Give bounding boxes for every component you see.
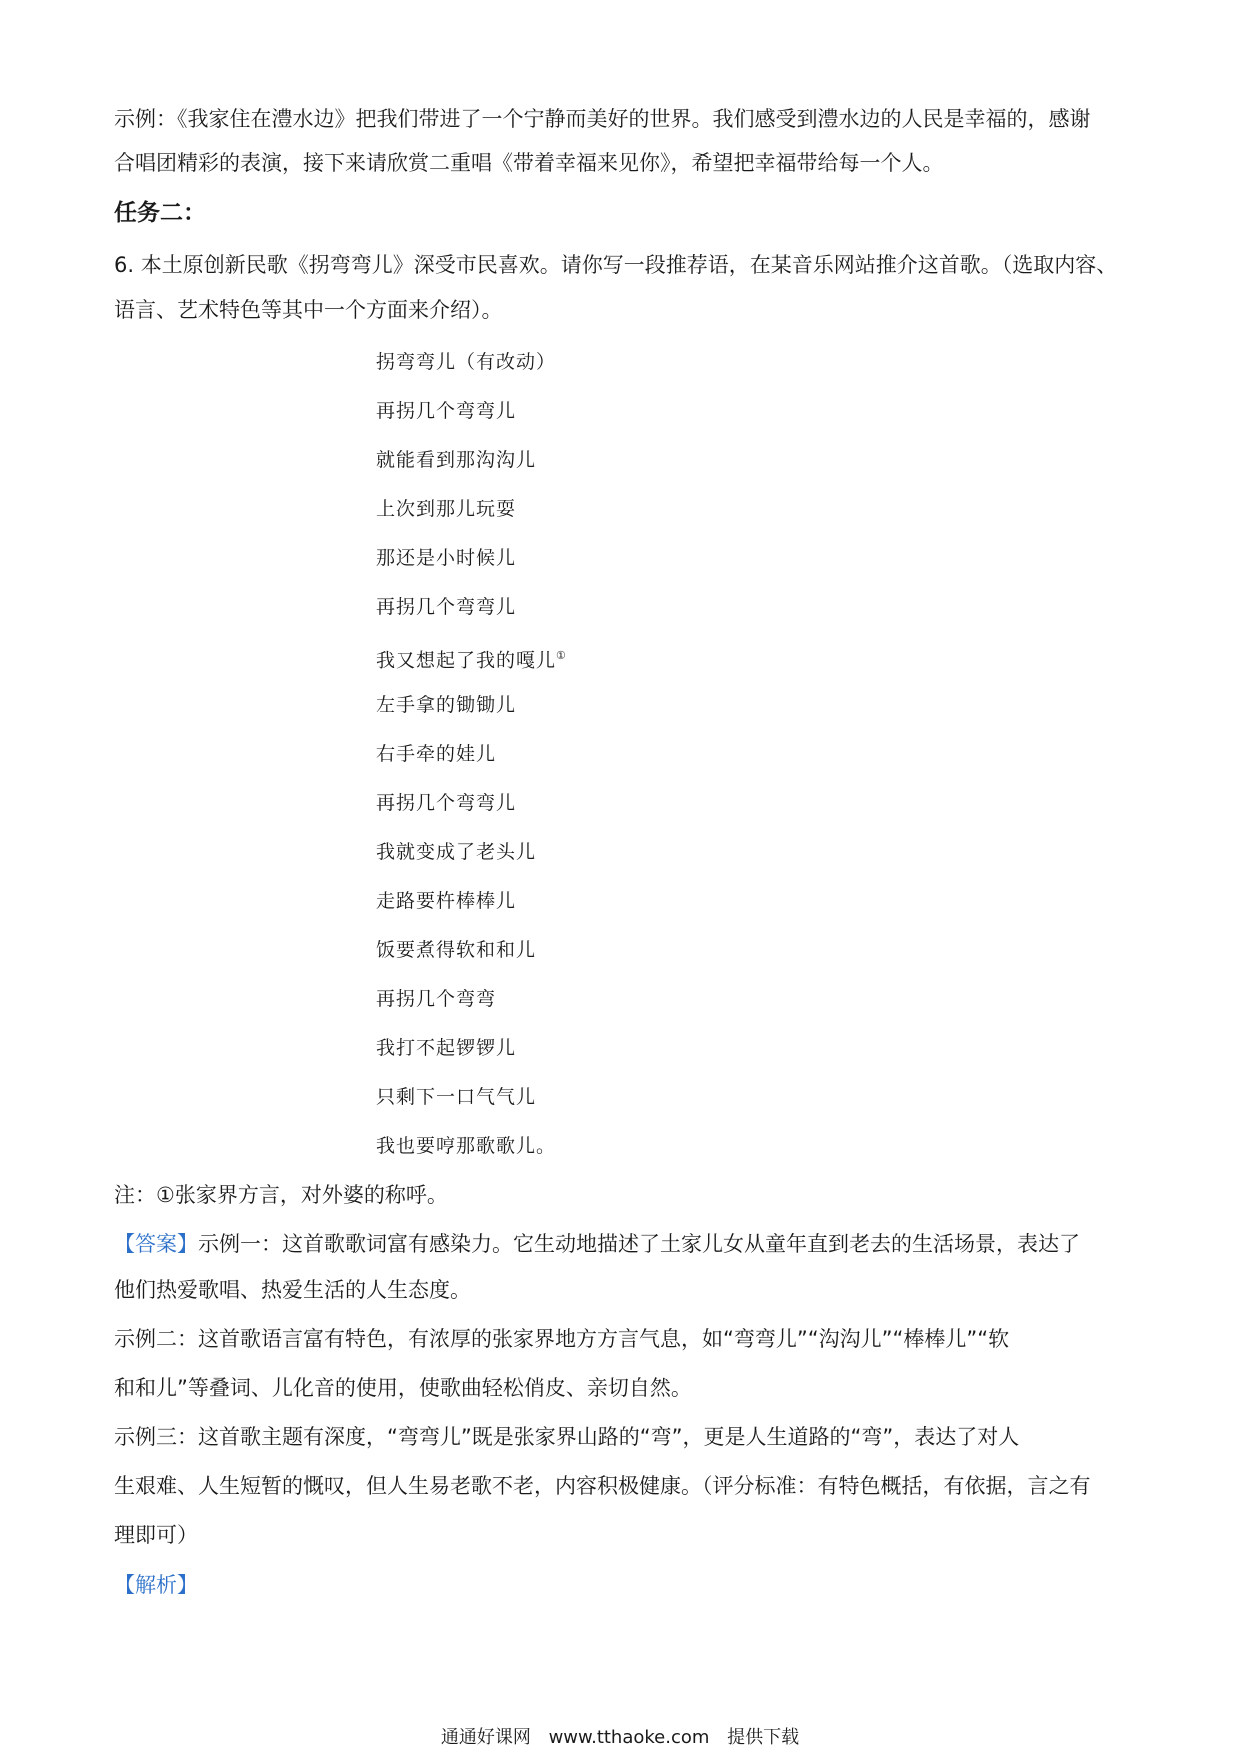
poem-line: 我打不起锣锣儿 [376, 1037, 517, 1059]
poem-line: 再拐几个弯弯儿 [376, 400, 517, 422]
task-heading: 任务二： [114, 200, 206, 226]
answer-line-4: 和和儿”等叠词、儿化音的使用，使歌曲轻松俏皮、亲切自然。 [114, 1376, 692, 1400]
poem-line: 饭要煮得软和和儿 [376, 939, 537, 961]
page-footer [0, 1726, 1240, 1750]
poem-line: 右手牵的娃儿 [376, 743, 497, 765]
answer-line-6: 生艰难、人生短暂的慨叹，但人生易老歌不老，内容积极健康。（评分标准：有特色概括，有依据，言之有 [114, 1474, 1091, 1498]
intro-line-1: 示例：《我家住在澧水边》把我们带进了一个宁静而美好的世界。我们感受到澧水边的人民是幸福的，感谢 [114, 107, 1091, 131]
answer-tag: 【答案】 [114, 1232, 198, 1256]
poem-line: 那还是小时候儿 [376, 547, 517, 569]
footer-url[interactable]: www.tthaoke.com [548, 1727, 710, 1748]
footnote-mark: ① [556, 649, 567, 662]
poem-note: 注：①张家界方言，对外婆的称呼。 [114, 1183, 448, 1207]
analysis-line [114, 1570, 1134, 1600]
answer-line-1 [114, 1229, 1134, 1259]
poem-line: 走路要杵棒棒儿 [376, 890, 517, 912]
answer-line-5: 示例三：这首歌主题有深度，“弯弯儿”既是张家界山路的“弯”，更是人生道路的“弯”，表达了对人 [114, 1425, 1020, 1449]
poem-line: 上次到那儿玩耍 [376, 498, 517, 520]
analysis-tag: 【解析】 [114, 1573, 198, 1597]
answer-line-2: 他们热爱歌唱、热爱生活的人生态度。 [114, 1278, 471, 1302]
intro-line-2: 合唱团精彩的表演，接下来请欣赏二重唱《带着幸福来见你》，希望把幸福带给每一个人。 [114, 151, 944, 175]
poem-line: 只剩下一口气气儿 [376, 1086, 537, 1108]
poem-line: 我就变成了老头儿 [376, 841, 537, 863]
poem-line-footnoted [376, 642, 567, 674]
poem-line: 再拐几个弯弯儿 [376, 596, 517, 618]
answer-line-3: 示例二：这首歌语言富有特色，有浓厚的张家界地方方言气息，如“弯弯儿”“沟沟儿”“棒棒儿”“软 [114, 1327, 1010, 1351]
question-line-2: 语言、艺术特色等其中一个方面来介绍）。 [114, 298, 503, 322]
poem-line: 再拐几个弯弯 [376, 988, 497, 1010]
poem-title: 拐弯弯儿（有改动） [376, 351, 557, 373]
poem-line: 我也要哼那歌歌儿。 [376, 1135, 557, 1157]
poem-line: 就能看到那沟沟儿 [376, 449, 537, 471]
answer-text: 示例一：这首歌歌词富有感染力。它生动地描述了土家儿女从童年直到老去的生活场景，表达了 [198, 1232, 1080, 1256]
answer-line-7: 理即可） [114, 1523, 198, 1547]
question-line-1: 6. 本土原创新民歌《拐弯弯儿》深受市民喜欢。请你写一段推荐语，在某音乐网站推介这首歌。（选取内容、 [114, 253, 1118, 277]
footer-site-name: 通通好课网 [440, 1727, 531, 1748]
poem-line: 再拐几个弯弯儿 [376, 792, 517, 814]
poem-line: 左手拿的锄锄儿 [376, 694, 517, 716]
poem-line-text: 我又想起了我的嘎儿 [376, 649, 557, 672]
footer-suffix: 提供下载 [727, 1727, 800, 1748]
